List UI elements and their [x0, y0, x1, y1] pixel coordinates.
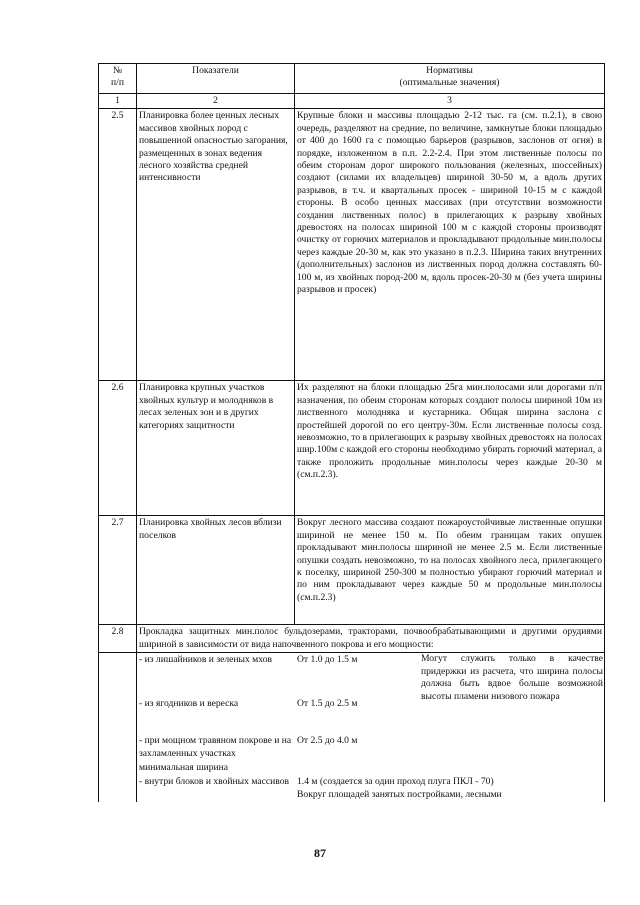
row-28-details: [137, 653, 605, 802]
norms-table: [98, 63, 605, 802]
column-number: 3: [295, 94, 605, 109]
column-number: 1: [99, 94, 137, 109]
table-row: [99, 109, 605, 381]
header-number-abbrev: п/п: [111, 77, 124, 89]
list-item: [137, 761, 605, 775]
row-indicator: Планировка более ценных лесных массивов хвойных пород с повышенной опасностью загорания, размещенных в зонах ведения лесного хозяйства средней интенсивности: [137, 109, 295, 381]
row-28-note: [419, 653, 605, 761]
row-number: 2.7: [99, 516, 137, 625]
list-item: [137, 653, 605, 667]
cover-type-width: От 1.5 до 2.5 м: [297, 697, 358, 709]
row-28-inner-table: [137, 653, 605, 802]
table-row: [99, 516, 605, 625]
list-item: [137, 775, 605, 802]
table-row: [99, 625, 605, 653]
note-text: Могут служить только в качестве придержки из расчета, что ширина полосы должна быть вдвое больше возможной высоты пламени низового пожара: [421, 653, 603, 702]
inside-blocks-value: [295, 775, 605, 802]
page-number: 87: [314, 846, 326, 860]
around-buildings-text: Вокруг площадей занятых постройками, лесными: [297, 788, 502, 800]
column-number: 2: [137, 94, 295, 109]
cover-type-label: - из ягодников и вереска: [139, 697, 239, 709]
row-28-heading: Прокладка защитных мин.полос бульдозерами, тракторами, почвообрабатывающими и другими орудиями шириной в зависимости от вида напочвенного покрова и его мощности:: [137, 625, 605, 653]
row-number-empty: [99, 653, 137, 802]
header-indicators-cell: Показатели: [137, 64, 295, 94]
row-norm: Их разделяют на блоки площадью 25га мин.полосами или дорогами п/п назначения, по обеим сторонам которых создают полосы шириной 10м из лиственного молодняка и кустарника. Общая ширина заслона с простейшей дорогой по его центру-30м. Если лиственные полосы созд. невозможно, то в прилегающих к разрыву хвойных древостоях на полосах шир.100м с каждой его стороны необходимо убирать горючий материал, а также проложить продольные мин.полосы через каждые 20-30 м (см.п.2.3).: [295, 381, 605, 516]
header-number-cell: [99, 64, 137, 94]
inside-blocks-label: - внутри блоков и хвойных массивов: [139, 776, 290, 788]
column-numbers-row: [99, 94, 605, 109]
row-number: 2.6: [99, 381, 137, 516]
header-norms-title: Нормативы: [426, 65, 473, 76]
row-number: 2.5: [99, 109, 137, 381]
table-row: [99, 381, 605, 516]
cover-type-width: От 1.0 до 1.5 м: [297, 654, 358, 666]
row-indicator: Планировка крупных участков хвойных культур и молодняков в лесах зеленых зон и в других категориях защитности: [137, 381, 295, 516]
row-number: 2.8: [99, 625, 137, 653]
header-norms-subtitle: (оптимальные значения): [399, 77, 500, 89]
cover-type-label: - из лишайников и зеленых мхов: [139, 654, 273, 666]
table-row: [99, 653, 605, 802]
cover-type-label: - при мощном травяном покрове и на захламленных участках: [139, 735, 292, 759]
inside-blocks-width: 1.4 м (создается за один проход плуга ПКЛ - 70): [297, 776, 494, 788]
min-width-label: минимальная ширина: [139, 762, 229, 774]
header-number-sign: №: [112, 65, 123, 76]
row-norm: Крупные блоки и массивы площадью 2-12 тыс. га (см. п.2.1), в свою очередь, разделяют на средние, по величине, замкнутые блоки площадью от 400 до 1600 га с помощью барьеров (разрывов, заслонов от огня) в порядке, изложенном в п.п. 2.2-2.4. При этом лиственные полосы по обеим сторонам дорог широкого пользования (железных, шоссейных) создают (силами их владельцев) шириной 30-50 м, а вдоль других разрывов, в т.ч. и квартальных просек - шириной 10-15 м с каждой стороны. В особо ценных массивах (при отсутствии возможности создания лиственных полос) в прилегающих к разрыву хвойных древостоях на полосах шириной 100 м с каждой стороны производят очистку от горючих материалов и прокладывают продольные мин.полосы через каждые 20-30 м, как это указано в п.2.3. Ширина таких внутренних (дополнительных) заслонов из лиственных пород должна составлять 60-100 м, из хвойных пород-200 м, вдоль просек-20-30 м (без учета ширины разрывов и просек): [295, 109, 605, 381]
row-norm: Вокруг лесного массива создают пожароустойчивые лиственные опушки шириной не менее 150 м. По обеим границам таких опушек прокладывают мин.полосы шириной не менее 2.5 м. Если лиственные опушки создать невозможно, то на полосах хвойного леса, прилегающего к поселку, шириной 250-300 м полностью убирают горючий материал и по ним прокладывают через каждые 50 м продольные мин.полосы (см.п.2.3): [295, 516, 605, 625]
row-indicator: Планировка хвойных лесов вблизи поселков: [137, 516, 295, 625]
table-header-row: [99, 64, 605, 94]
cover-type-width: От 2.5 до 4.0 м: [297, 735, 358, 747]
header-norms-cell: [295, 64, 605, 94]
